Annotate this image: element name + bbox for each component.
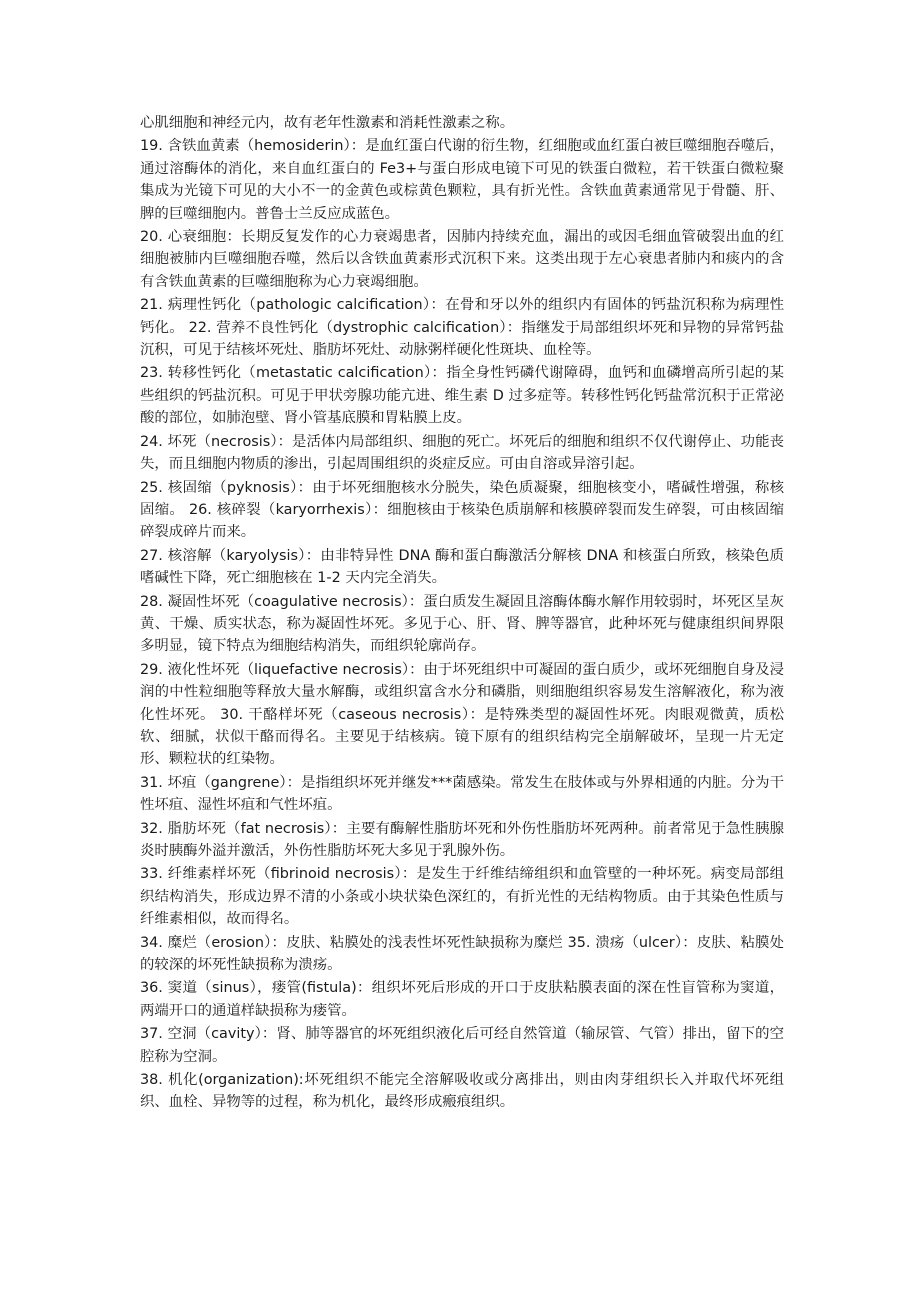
paragraph-fibrinoid-necrosis: 33. 纤维素样坏死（fibrinoid necrosis）：是发生于纤维结缔组织和血管壁的一种坏死。病变局部组织结构消失，形成边界不清的小条或小块状染色深红的，有折光性的无结构物质。由于其染色性质与纤维素相似，故而得名。	[140, 866, 784, 928]
paragraph-cavity: 37. 空洞（cavity）：肾、肺等器官的坏死组织液化后可经自然管道（输尿管、气管）排出，留下的空腔称为空洞。	[140, 1026, 784, 1065]
paragraph-continuation: 心肌细胞和神经元内，故有老年性激素和消耗性激素之称。	[140, 115, 515, 131]
document-body	[140, 112, 784, 1115]
paragraph-karyolysis: 27. 核溶解（karyolysis）：由非特异性 DNA 酶和蛋白酶激活分解核 DNA 和核蛋白所致，核染色质嗜碱性下降，死亡细胞核在 1-2 天内完全消失。	[140, 547, 784, 587]
paragraph-gangrene: 31. 坏疽（gangrene）：是指组织坏死并继发***菌感染。常发生在肢体或与外界相通的内脏。分为干性坏疽、湿性坏疽和气性坏疽。	[140, 774, 784, 814]
paragraph-liquefactive-necrosis: 29. 液化性坏死（liquefactive necrosis）：由于坏死组织中可凝固的蛋白质少，或坏死细胞自身及浸润的中性粒细胞等释放大量水解酶，或组织富含水分和磷脂，则细胞组织容易发生溶解液化，称为液化性坏死。 30. 干酪样坏死（caseous necrosis）：是特殊类型的凝固性坏死。肉眼观微黄，质松软、细腻，状似干酪而得名。主要见于结核病。镜下原有的组织结构完全崩解破坏，呈现一片无定形、颗粒状的红染物。	[140, 661, 784, 768]
paragraph-coagulative-necrosis: 28. 凝固性坏死（coagulative necrosis）：蛋白质发生凝固且溶酶体酶水解作用较弱时，坏死区呈灰黄、干燥、质实状态，称为凝固性坏死。多见于心、肝、肾、脾等器官，此种坏死与健康组织间界限多明显，镜下特点为细胞结构消失，而组织轮廓尚存。	[140, 593, 784, 655]
paragraph-hemosiderin: 19. 含铁血黄素（hemosiderin）：是血红蛋白代谢的衍生物，红细胞或血红蛋白被巨噬细胞吞噬后，通过溶酶体的消化，来自血红蛋白的 Fe3+与蛋白形成电镜下可见的铁蛋白微粒，若干铁蛋白微粒聚集成为光镜下可见的大小不一的金黄色或棕黄色颗粒，具有折光性。含铁血黄素通常见于骨髓、肝、脾的巨噬细胞内。普鲁士兰反应成蓝色。	[140, 138, 784, 222]
paragraph-metastatic-calcification: 23. 转移性钙化（metastatic calcification）：指全身性钙磷代谢障碍，血钙和血磷增高所引起的某些组织的钙盐沉积。可见于甲状旁腺功能亢进、维生素 D 过多症等。转移性钙化钙盐常沉积于正常泌酸的部位，如肺泡壁、肾小管基底膜和胃粘膜上皮。	[140, 365, 784, 427]
paragraph-sinus-fistula: 36. 窦道（sinus），瘘管(fistula)：组织坏死后形成的开口于皮肤粘膜表面的深在性盲管称为窦道，两端开口的通道样缺损称为瘘管。	[140, 980, 784, 1019]
paragraph-organization: 38. 机化(organization):坏死组织不能完全溶解吸收或分离排出，则由肉芽组织长入并取代坏死组织、血栓、异物等的过程，称为机化，最终形成瘢痕组织。	[140, 1072, 784, 1111]
paragraph-pyknosis: 25. 核固缩（pyknosis）：由于坏死细胞核水分脱失，染色质凝聚，细胞核变小，嗜碱性增强，称核固缩。 26. 核碎裂（karyorrhexis）：细胞核由于核染色质崩解和核膜碎裂而发生碎裂，可由核固缩碎裂成碎片而来。	[140, 479, 784, 541]
paragraph-heart-failure-cell: 20. 心衰细胞：长期反复发作的心力衰竭患者，因肺内持续充血，漏出的或因毛细血管破裂出血的红细胞被肺内巨噬细胞吞噬，然后以含铁血黄素形式沉积下来。这类出现于左心衰患者肺内和痰内的含有含铁血黄素的巨噬细胞称为心力衰竭细胞。	[140, 229, 784, 290]
paragraph-pathologic-calcification: 21. 病理性钙化（pathologic calcification）：在骨和牙以外的组织内有固体的钙盐沉积称为病理性钙化。 22. 营养不良性钙化（dystrophic calcification）：指继发于局部组织坏死和异物的异常钙盐沉积，可见于结核坏死灶、脂肪坏死灶、动脉粥样硬化性斑块、血栓等。	[140, 297, 784, 359]
paragraph-fat-necrosis: 32. 脂肪坏死（fat necrosis）：主要有酶解性脂肪坏死和外伤性脂肪坏死两种。前者常见于急性胰腺炎时胰酶外溢并激活，外伤性脂肪坏死大多见于乳腺外伤。	[140, 820, 784, 859]
paragraph-erosion-ulcer: 34. 糜烂（erosion）：皮肤、粘膜处的浅表性坏死性缺损称为糜烂 35. 溃疡（ulcer）：皮肤、粘膜处的较深的坏死性缺损称为溃疡。	[140, 934, 784, 974]
paragraph-necrosis: 24. 坏死（necrosis）：是活体内局部组织、细胞的死亡。坏死后的细胞和组织不仅代谢停止、功能丧失，而且细胞内物质的渗出，引起周围组织的炎症反应。可由自溶或异溶引起。	[140, 433, 784, 473]
